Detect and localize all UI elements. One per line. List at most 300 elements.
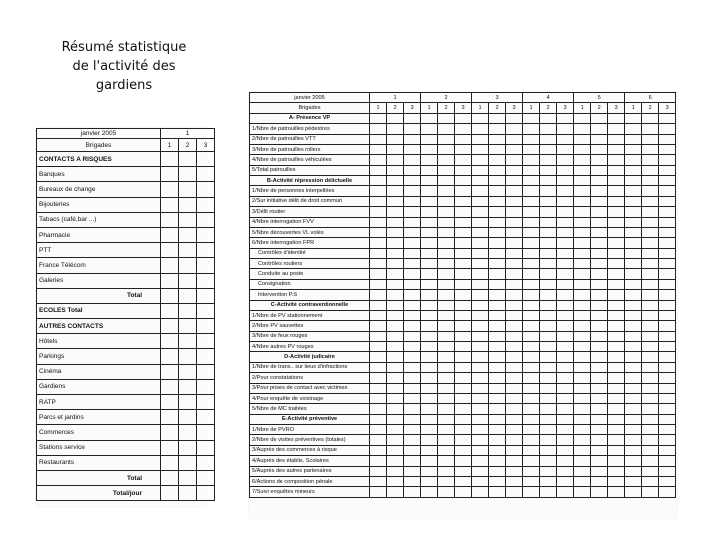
data-cell[interactable] [642, 414, 659, 424]
data-cell[interactable] [438, 176, 455, 186]
data-cell[interactable] [523, 321, 540, 331]
data-cell[interactable] [591, 155, 608, 165]
data-cell[interactable] [455, 487, 472, 497]
data-cell[interactable] [472, 404, 489, 414]
data-cell[interactable] [161, 455, 179, 470]
data-cell[interactable] [438, 445, 455, 455]
data-cell[interactable] [387, 176, 404, 186]
data-cell[interactable] [591, 383, 608, 393]
data-cell[interactable] [387, 362, 404, 372]
data-cell[interactable] [438, 144, 455, 154]
data-cell[interactable] [506, 445, 523, 455]
data-cell[interactable] [455, 238, 472, 248]
data-cell[interactable] [421, 352, 438, 362]
data-cell[interactable] [540, 466, 557, 476]
data-cell[interactable] [523, 342, 540, 352]
data-cell[interactable] [421, 425, 438, 435]
data-cell[interactable] [370, 404, 387, 414]
data-cell[interactable] [438, 227, 455, 237]
data-cell[interactable] [523, 404, 540, 414]
data-cell[interactable] [421, 134, 438, 144]
data-cell[interactable] [642, 259, 659, 269]
data-cell[interactable] [370, 383, 387, 393]
data-cell[interactable] [625, 352, 642, 362]
data-cell[interactable] [659, 425, 676, 435]
data-cell[interactable] [591, 217, 608, 227]
data-cell[interactable] [608, 342, 625, 352]
data-cell[interactable] [387, 196, 404, 206]
data-cell[interactable] [455, 435, 472, 445]
data-cell[interactable] [489, 238, 506, 248]
data-cell[interactable] [659, 155, 676, 165]
data-cell[interactable] [557, 238, 574, 248]
data-cell[interactable] [404, 124, 421, 134]
data-cell[interactable] [472, 290, 489, 300]
data-cell[interactable] [523, 144, 540, 154]
data-cell[interactable] [574, 186, 591, 196]
data-cell[interactable] [455, 124, 472, 134]
data-cell[interactable] [659, 300, 676, 310]
data-cell[interactable] [387, 373, 404, 383]
data-cell[interactable] [197, 425, 215, 440]
data-cell[interactable] [540, 124, 557, 134]
data-cell[interactable] [387, 113, 404, 123]
data-cell[interactable] [506, 165, 523, 175]
data-cell[interactable] [608, 404, 625, 414]
data-cell[interactable] [625, 414, 642, 424]
data-cell[interactable] [540, 352, 557, 362]
data-cell[interactable] [455, 393, 472, 403]
data-cell[interactable] [472, 207, 489, 217]
data-cell[interactable] [557, 456, 574, 466]
data-cell[interactable] [574, 248, 591, 258]
data-cell[interactable] [608, 207, 625, 217]
data-cell[interactable] [591, 144, 608, 154]
data-cell[interactable] [404, 300, 421, 310]
data-cell[interactable] [421, 476, 438, 486]
data-cell[interactable] [387, 279, 404, 289]
data-cell[interactable] [523, 456, 540, 466]
data-cell[interactable] [523, 259, 540, 269]
data-cell[interactable] [608, 393, 625, 403]
data-cell[interactable] [506, 113, 523, 123]
data-cell[interactable] [642, 321, 659, 331]
data-cell[interactable] [591, 134, 608, 144]
data-cell[interactable] [421, 321, 438, 331]
data-cell[interactable] [557, 217, 574, 227]
data-cell[interactable] [608, 227, 625, 237]
data-cell[interactable] [472, 155, 489, 165]
data-cell[interactable] [197, 319, 215, 334]
data-cell[interactable] [179, 425, 197, 440]
data-cell[interactable] [608, 456, 625, 466]
data-cell[interactable] [387, 352, 404, 362]
data-cell[interactable] [472, 217, 489, 227]
data-cell[interactable] [179, 349, 197, 364]
data-cell[interactable] [370, 331, 387, 341]
data-cell[interactable] [370, 466, 387, 476]
data-cell[interactable] [421, 186, 438, 196]
data-cell[interactable] [404, 134, 421, 144]
data-cell[interactable] [489, 445, 506, 455]
data-cell[interactable] [659, 124, 676, 134]
data-cell[interactable] [179, 243, 197, 258]
data-cell[interactable] [489, 362, 506, 372]
data-cell[interactable] [455, 404, 472, 414]
data-cell[interactable] [557, 124, 574, 134]
data-cell[interactable] [642, 425, 659, 435]
data-cell[interactable] [540, 310, 557, 320]
data-cell[interactable] [370, 134, 387, 144]
data-cell[interactable] [455, 466, 472, 476]
data-cell[interactable] [404, 331, 421, 341]
data-cell[interactable] [438, 279, 455, 289]
data-cell[interactable] [608, 186, 625, 196]
data-cell[interactable] [370, 310, 387, 320]
data-cell[interactable] [472, 113, 489, 123]
data-cell[interactable] [197, 349, 215, 364]
data-cell[interactable] [523, 425, 540, 435]
data-cell[interactable] [455, 352, 472, 362]
data-cell[interactable] [557, 445, 574, 455]
data-cell[interactable] [642, 124, 659, 134]
data-cell[interactable] [625, 373, 642, 383]
data-cell[interactable] [438, 425, 455, 435]
data-cell[interactable] [455, 414, 472, 424]
data-cell[interactable] [472, 227, 489, 237]
data-cell[interactable] [540, 342, 557, 352]
data-cell[interactable] [540, 425, 557, 435]
data-cell[interactable] [574, 476, 591, 486]
data-cell[interactable] [608, 321, 625, 331]
data-cell[interactable] [438, 134, 455, 144]
data-cell[interactable] [404, 144, 421, 154]
data-cell[interactable] [506, 425, 523, 435]
data-cell[interactable] [421, 290, 438, 300]
data-cell[interactable] [370, 207, 387, 217]
data-cell[interactable] [557, 414, 574, 424]
data-cell[interactable] [370, 425, 387, 435]
data-cell[interactable] [591, 300, 608, 310]
data-cell[interactable] [438, 435, 455, 445]
data-cell[interactable] [523, 124, 540, 134]
data-cell[interactable] [197, 303, 215, 318]
data-cell[interactable] [591, 196, 608, 206]
data-cell[interactable] [608, 373, 625, 383]
data-cell[interactable] [557, 373, 574, 383]
data-cell[interactable] [625, 165, 642, 175]
data-cell[interactable] [557, 165, 574, 175]
data-cell[interactable] [642, 300, 659, 310]
data-cell[interactable] [438, 310, 455, 320]
data-cell[interactable] [557, 300, 574, 310]
data-cell[interactable] [404, 155, 421, 165]
data-cell[interactable] [523, 207, 540, 217]
data-cell[interactable] [489, 227, 506, 237]
data-cell[interactable] [625, 144, 642, 154]
data-cell[interactable] [438, 186, 455, 196]
data-cell[interactable] [659, 352, 676, 362]
data-cell[interactable] [404, 435, 421, 445]
data-cell[interactable] [506, 186, 523, 196]
data-cell[interactable] [489, 487, 506, 497]
data-cell[interactable] [197, 455, 215, 470]
data-cell[interactable] [608, 445, 625, 455]
data-cell[interactable] [489, 124, 506, 134]
data-cell[interactable] [608, 196, 625, 206]
data-cell[interactable] [642, 279, 659, 289]
data-cell[interactable] [197, 364, 215, 379]
data-cell[interactable] [506, 207, 523, 217]
data-cell[interactable] [659, 176, 676, 186]
data-cell[interactable] [161, 288, 179, 303]
data-cell[interactable] [370, 165, 387, 175]
data-cell[interactable] [642, 383, 659, 393]
data-cell[interactable] [438, 269, 455, 279]
data-cell[interactable] [506, 144, 523, 154]
data-cell[interactable] [506, 269, 523, 279]
data-cell[interactable] [455, 310, 472, 320]
data-cell[interactable] [523, 269, 540, 279]
data-cell[interactable] [506, 362, 523, 372]
data-cell[interactable] [625, 248, 642, 258]
data-cell[interactable] [387, 238, 404, 248]
data-cell[interactable] [370, 290, 387, 300]
data-cell[interactable] [659, 331, 676, 341]
data-cell[interactable] [455, 113, 472, 123]
data-cell[interactable] [455, 383, 472, 393]
data-cell[interactable] [625, 259, 642, 269]
data-cell[interactable] [489, 207, 506, 217]
data-cell[interactable] [455, 217, 472, 227]
data-cell[interactable] [387, 321, 404, 331]
data-cell[interactable] [506, 393, 523, 403]
data-cell[interactable] [421, 393, 438, 403]
data-cell[interactable] [574, 217, 591, 227]
data-cell[interactable] [642, 331, 659, 341]
data-cell[interactable] [540, 487, 557, 497]
data-cell[interactable] [472, 310, 489, 320]
data-cell[interactable] [642, 176, 659, 186]
data-cell[interactable] [197, 167, 215, 182]
data-cell[interactable] [523, 134, 540, 144]
data-cell[interactable] [438, 155, 455, 165]
data-cell[interactable] [557, 331, 574, 341]
data-cell[interactable] [659, 248, 676, 258]
data-cell[interactable] [161, 319, 179, 334]
data-cell[interactable] [404, 238, 421, 248]
data-cell[interactable] [387, 217, 404, 227]
data-cell[interactable] [387, 207, 404, 217]
data-cell[interactable] [472, 383, 489, 393]
data-cell[interactable] [625, 113, 642, 123]
data-cell[interactable] [489, 186, 506, 196]
data-cell[interactable] [625, 155, 642, 165]
data-cell[interactable] [642, 487, 659, 497]
data-cell[interactable] [421, 144, 438, 154]
data-cell[interactable] [591, 476, 608, 486]
data-cell[interactable] [179, 182, 197, 197]
data-cell[interactable] [591, 165, 608, 175]
data-cell[interactable] [161, 440, 179, 455]
data-cell[interactable] [557, 144, 574, 154]
data-cell[interactable] [421, 445, 438, 455]
data-cell[interactable] [404, 476, 421, 486]
data-cell[interactable] [608, 113, 625, 123]
data-cell[interactable] [197, 440, 215, 455]
data-cell[interactable] [455, 373, 472, 383]
data-cell[interactable] [574, 238, 591, 248]
data-cell[interactable] [557, 342, 574, 352]
data-cell[interactable] [455, 476, 472, 486]
data-cell[interactable] [506, 435, 523, 445]
data-cell[interactable] [642, 165, 659, 175]
data-cell[interactable] [523, 186, 540, 196]
data-cell[interactable] [370, 227, 387, 237]
data-cell[interactable] [472, 487, 489, 497]
data-cell[interactable] [574, 207, 591, 217]
data-cell[interactable] [489, 383, 506, 393]
data-cell[interactable] [659, 445, 676, 455]
data-cell[interactable] [404, 373, 421, 383]
data-cell[interactable] [161, 379, 179, 394]
data-cell[interactable] [506, 466, 523, 476]
data-cell[interactable] [540, 300, 557, 310]
data-cell[interactable] [591, 238, 608, 248]
data-cell[interactable] [370, 176, 387, 186]
data-cell[interactable] [197, 486, 215, 501]
data-cell[interactable] [489, 393, 506, 403]
data-cell[interactable] [608, 269, 625, 279]
data-cell[interactable] [489, 217, 506, 227]
data-cell[interactable] [438, 456, 455, 466]
data-cell[interactable] [625, 124, 642, 134]
data-cell[interactable] [387, 456, 404, 466]
data-cell[interactable] [421, 176, 438, 186]
data-cell[interactable] [179, 258, 197, 273]
data-cell[interactable] [642, 113, 659, 123]
data-cell[interactable] [557, 321, 574, 331]
data-cell[interactable] [438, 342, 455, 352]
data-cell[interactable] [506, 238, 523, 248]
data-cell[interactable] [574, 144, 591, 154]
data-cell[interactable] [370, 279, 387, 289]
data-cell[interactable] [574, 124, 591, 134]
data-cell[interactable] [523, 435, 540, 445]
data-cell[interactable] [557, 290, 574, 300]
data-cell[interactable] [387, 124, 404, 134]
data-cell[interactable] [489, 342, 506, 352]
data-cell[interactable] [642, 269, 659, 279]
data-cell[interactable] [608, 176, 625, 186]
data-cell[interactable] [642, 207, 659, 217]
data-cell[interactable] [557, 279, 574, 289]
data-cell[interactable] [161, 258, 179, 273]
data-cell[interactable] [557, 248, 574, 258]
data-cell[interactable] [625, 310, 642, 320]
data-cell[interactable] [574, 414, 591, 424]
data-cell[interactable] [625, 321, 642, 331]
data-cell[interactable] [421, 279, 438, 289]
data-cell[interactable] [472, 134, 489, 144]
data-cell[interactable] [659, 279, 676, 289]
data-cell[interactable] [540, 414, 557, 424]
data-cell[interactable] [179, 470, 197, 485]
data-cell[interactable] [455, 176, 472, 186]
data-cell[interactable] [404, 466, 421, 476]
data-cell[interactable] [455, 290, 472, 300]
data-cell[interactable] [659, 456, 676, 466]
data-cell[interactable] [625, 342, 642, 352]
data-cell[interactable] [608, 414, 625, 424]
data-cell[interactable] [404, 113, 421, 123]
data-cell[interactable] [370, 321, 387, 331]
data-cell[interactable] [659, 393, 676, 403]
data-cell[interactable] [179, 319, 197, 334]
data-cell[interactable] [472, 425, 489, 435]
data-cell[interactable] [489, 435, 506, 445]
data-cell[interactable] [404, 342, 421, 352]
data-cell[interactable] [608, 238, 625, 248]
data-cell[interactable] [608, 165, 625, 175]
data-cell[interactable] [472, 279, 489, 289]
data-cell[interactable] [540, 176, 557, 186]
data-cell[interactable] [540, 269, 557, 279]
data-cell[interactable] [574, 445, 591, 455]
data-cell[interactable] [557, 155, 574, 165]
data-cell[interactable] [523, 279, 540, 289]
data-cell[interactable] [625, 383, 642, 393]
data-cell[interactable] [574, 393, 591, 403]
data-cell[interactable] [455, 134, 472, 144]
data-cell[interactable] [659, 238, 676, 248]
data-cell[interactable] [197, 470, 215, 485]
data-cell[interactable] [506, 404, 523, 414]
data-cell[interactable] [404, 393, 421, 403]
data-cell[interactable] [370, 414, 387, 424]
data-cell[interactable] [455, 300, 472, 310]
data-cell[interactable] [489, 310, 506, 320]
data-cell[interactable] [557, 352, 574, 362]
data-cell[interactable] [161, 303, 179, 318]
data-cell[interactable] [387, 425, 404, 435]
data-cell[interactable] [370, 352, 387, 362]
data-cell[interactable] [625, 290, 642, 300]
data-cell[interactable] [523, 238, 540, 248]
data-cell[interactable] [197, 152, 215, 167]
data-cell[interactable] [591, 414, 608, 424]
data-cell[interactable] [574, 279, 591, 289]
data-cell[interactable] [370, 456, 387, 466]
data-cell[interactable] [659, 342, 676, 352]
data-cell[interactable] [523, 165, 540, 175]
data-cell[interactable] [540, 207, 557, 217]
data-cell[interactable] [472, 435, 489, 445]
data-cell[interactable] [591, 176, 608, 186]
data-cell[interactable] [404, 217, 421, 227]
data-cell[interactable] [455, 227, 472, 237]
data-cell[interactable] [506, 456, 523, 466]
data-cell[interactable] [179, 167, 197, 182]
data-cell[interactable] [608, 466, 625, 476]
data-cell[interactable] [489, 352, 506, 362]
data-cell[interactable] [540, 383, 557, 393]
data-cell[interactable] [625, 279, 642, 289]
data-cell[interactable] [472, 269, 489, 279]
data-cell[interactable] [523, 414, 540, 424]
data-cell[interactable] [591, 269, 608, 279]
data-cell[interactable] [608, 362, 625, 372]
